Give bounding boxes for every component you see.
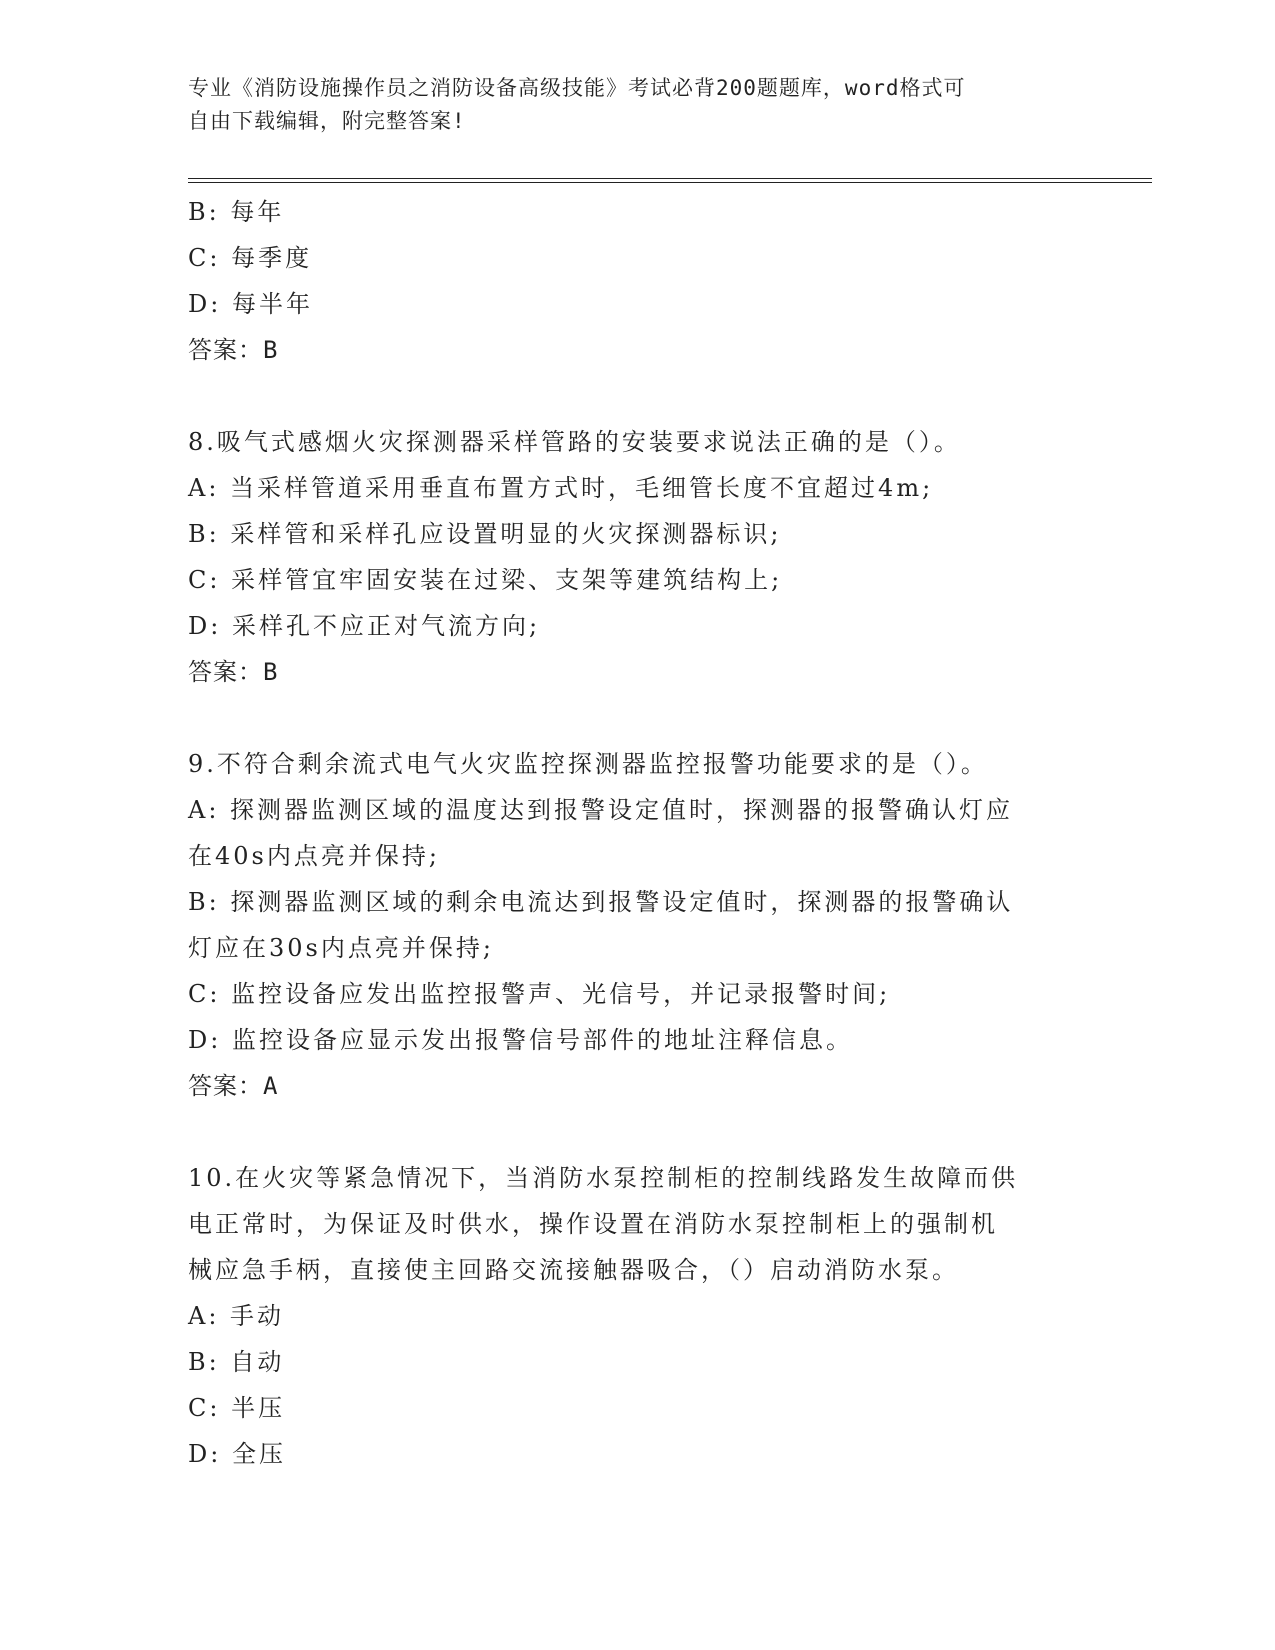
q9-option-a-line-1: A: 探测器监测区域的温度达到报警设定值时，探测器的报警确认灯应 [188,796,1014,824]
q9-stem: 9.不符合剩余流式电气火灾监控探测器监控报警功能要求的是（）。 [188,750,988,778]
q9-option-d: D: 监控设备应显示发出报警信号部件的地址注释信息。 [188,1026,853,1054]
spacer [188,695,1088,741]
question-10 [188,1155,1088,1477]
q8-option-a: A: 当采样管道采用垂直布置方式时，毛细管长度不宜超过4m; [188,474,934,502]
q10-option-d: D: 全压 [188,1440,286,1468]
q8-stem: 8.吸气式感烟火灾探测器采样管路的安装要求说法正确的是（）。 [188,428,961,456]
q10-stem-line-3: 械应急手柄，直接使主回路交流接触器吸合，（）启动消防水泵。 [188,1256,959,1284]
q10-stem-line-1: 10.在火灾等紧急情况下，当消防水泵控制柜的控制线路发生故障而供 [188,1164,1019,1192]
q10-stem-line-2: 电正常时，为保证及时供水，操作设置在消防水泵控制柜上的强制机 [188,1210,998,1238]
q9-option-b-line-1: B: 探测器监测区域的剩余电流达到报警设定值时，探测器的报警确认 [188,888,1014,916]
q7-option-b: B: 每年 [188,198,285,226]
question-8 [188,419,1088,695]
document-header [188,72,1068,138]
question-9 [188,741,1088,1109]
q7-option-d: D: 每半年 [188,290,313,318]
header-rule-bottom [188,182,1152,183]
q8-option-d: D: 采样孔不应正对气流方向; [188,612,541,640]
q8-option-b: B: 采样管和采样孔应设置明显的火灾探测器标识; [188,520,782,548]
q8-option-c: C: 采样管宜牢固安装在过梁、支架等建筑结构上; [188,566,783,594]
q10-option-b: B: 自动 [188,1348,285,1376]
q9-option-a-line-2: 在40s内点亮并保持; [188,842,440,870]
q10-option-c: C: 半压 [188,1394,286,1422]
spacer [188,373,1088,419]
spacer [188,1109,1088,1155]
q7-answer: 答案：B [188,336,279,364]
q8-answer: 答案：B [188,658,279,686]
q9-option-b-line-2: 灯应在30s内点亮并保持; [188,934,494,962]
q10-option-a: A: 手动 [188,1302,285,1330]
q9-option-c: C: 监控设备应发出监控报警声、光信号，并记录报警时间; [188,980,891,1008]
question-7-continued [188,189,1088,373]
q7-option-c: C: 每季度 [188,244,313,272]
header-title-line-2: 自由下载编辑，附完整答案! [188,109,466,133]
header-title-line-1: 专业《消防设施操作员之消防设备高级技能》考试必背200题题库，word格式可 [188,76,966,100]
header-rule-top [188,178,1152,179]
question-list [188,189,1088,1477]
q9-answer: 答案：A [188,1072,279,1100]
